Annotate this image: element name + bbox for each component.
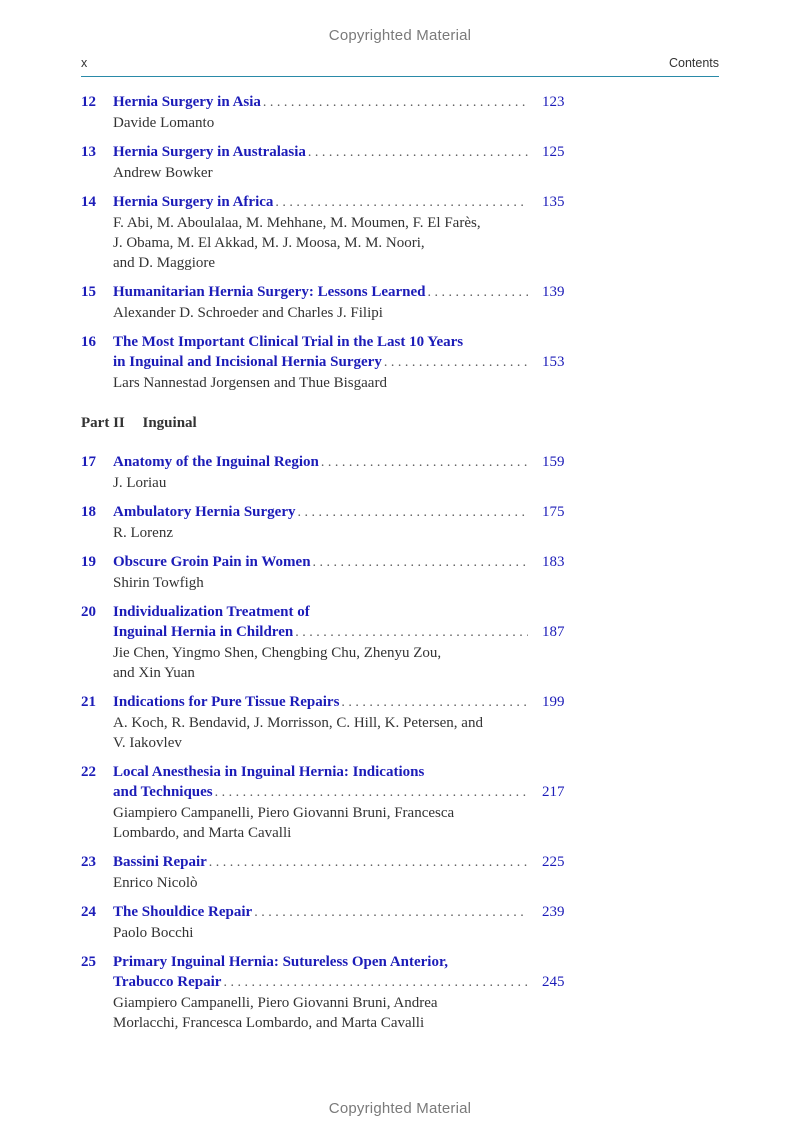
toc-entry[interactable] bbox=[81, 602, 581, 683]
part-label: Part II bbox=[81, 415, 125, 431]
toc-entry[interactable] bbox=[81, 552, 581, 593]
chapter-title[interactable]: Ambulatory Hernia Surgery bbox=[113, 504, 296, 520]
toc-entry[interactable] bbox=[81, 692, 581, 753]
dot-leader bbox=[209, 853, 528, 873]
entry-body bbox=[113, 192, 565, 273]
chapter-number: 14 bbox=[81, 194, 96, 210]
chapter-authors: and Xin Yuan bbox=[113, 665, 195, 681]
toc-entry[interactable] bbox=[81, 952, 581, 1033]
chapter-number: 16 bbox=[81, 334, 96, 350]
toc-entry[interactable] bbox=[81, 332, 581, 393]
dot-leader bbox=[263, 93, 528, 113]
chapter-title-line bbox=[113, 952, 528, 972]
chapter-authors: Lars Nannestad Jorgensen and Thue Bisgaard bbox=[113, 375, 387, 391]
entry-body bbox=[113, 502, 565, 543]
toc-entry[interactable] bbox=[81, 852, 581, 893]
chapter-authors: Giampiero Campanelli, Piero Giovanni Bruni, Francesca bbox=[113, 805, 455, 821]
chapter-title-line bbox=[113, 452, 565, 473]
chapter-number: 22 bbox=[81, 764, 96, 780]
entry-body bbox=[113, 952, 565, 1033]
chapter-title[interactable]: Individualization Treatment of bbox=[113, 604, 310, 620]
chapter-title-line bbox=[113, 622, 565, 643]
chapter-authors: Alexander D. Schroeder and Charles J. Filipi bbox=[113, 305, 383, 321]
chapter-number: 19 bbox=[81, 554, 96, 570]
chapter-title-line bbox=[113, 902, 565, 923]
page-ref[interactable]: 225 bbox=[542, 854, 565, 870]
entry-body bbox=[113, 852, 565, 893]
page-ref[interactable]: 245 bbox=[542, 974, 565, 990]
chapter-title-line bbox=[113, 192, 565, 213]
dot-leader bbox=[297, 503, 528, 523]
chapter-number: 23 bbox=[81, 854, 96, 870]
chapter-title-line bbox=[113, 92, 565, 113]
chapter-authors: R. Lorenz bbox=[113, 525, 173, 541]
page-ref[interactable]: 159 bbox=[542, 454, 565, 470]
section-name: Contents bbox=[668, 56, 719, 70]
toc-group-part-ii bbox=[81, 452, 581, 1033]
chapter-authors: A. Koch, R. Bendavid, J. Morrisson, C. Hill, K. Petersen, and bbox=[113, 715, 483, 731]
chapter-title-line bbox=[113, 602, 528, 622]
dot-leader bbox=[275, 193, 528, 213]
chapter-title[interactable]: Hernia Surgery in Australasia bbox=[113, 144, 306, 160]
chapter-authors: F. Abi, M. Aboulalaa, M. Mehhane, M. Moumen, F. El Farès, bbox=[113, 215, 481, 231]
chapter-title-line bbox=[113, 852, 565, 873]
chapter-title[interactable]: in Inguinal and Incisional Hernia Surgery bbox=[113, 354, 382, 370]
chapter-authors: and D. Maggiore bbox=[113, 255, 216, 271]
chapter-title[interactable]: Local Anesthesia in Inguinal Hernia: Indications bbox=[113, 764, 425, 780]
chapter-title-line bbox=[113, 502, 565, 523]
running-head bbox=[81, 56, 719, 77]
watermark-bottom: Copyrighted Material bbox=[328, 1100, 472, 1117]
toc-group-part-i bbox=[81, 92, 581, 393]
chapter-title[interactable]: Humanitarian Hernia Surgery: Lessons Learned bbox=[113, 284, 426, 300]
page-ref[interactable]: 239 bbox=[542, 904, 565, 920]
page-ref[interactable]: 153 bbox=[542, 354, 565, 370]
dot-leader bbox=[215, 783, 528, 803]
page-ref[interactable]: 183 bbox=[542, 554, 565, 570]
chapter-number: 17 bbox=[81, 454, 96, 470]
toc-entry[interactable] bbox=[81, 762, 581, 843]
page-ref[interactable]: 175 bbox=[542, 504, 565, 520]
chapter-number: 21 bbox=[81, 694, 96, 710]
chapter-title-line bbox=[113, 282, 565, 303]
chapter-title[interactable]: Indications for Pure Tissue Repairs bbox=[113, 694, 340, 710]
chapter-title[interactable]: The Most Important Clinical Trial in the Last 10 Years bbox=[113, 334, 464, 350]
dot-leader bbox=[295, 623, 528, 643]
chapter-authors: J. Loriau bbox=[113, 475, 167, 491]
page-ref[interactable]: 135 bbox=[542, 194, 565, 210]
part-title: Inguinal bbox=[142, 415, 197, 431]
toc-entry[interactable] bbox=[81, 142, 581, 183]
chapter-title-line bbox=[113, 782, 565, 803]
entry-body bbox=[113, 902, 565, 943]
watermark-top: Copyrighted Material bbox=[328, 27, 472, 44]
chapter-title-line bbox=[113, 142, 565, 163]
entry-body bbox=[113, 692, 565, 753]
chapter-title[interactable]: Anatomy of the Inguinal Region bbox=[113, 454, 319, 470]
dot-leader bbox=[428, 283, 528, 303]
page-ref[interactable]: 125 bbox=[542, 144, 565, 160]
chapter-authors: Andrew Bowker bbox=[113, 165, 213, 181]
toc-entry[interactable] bbox=[81, 452, 581, 493]
toc-entry[interactable] bbox=[81, 282, 581, 323]
chapter-number: 18 bbox=[81, 504, 96, 520]
chapter-title-line bbox=[113, 352, 565, 373]
toc-entry[interactable] bbox=[81, 902, 581, 943]
chapter-authors: V. Iakovlev bbox=[113, 735, 182, 751]
chapter-title[interactable]: and Techniques bbox=[113, 784, 213, 800]
entry-body bbox=[113, 762, 565, 843]
dot-leader bbox=[223, 973, 528, 993]
page-ref[interactable]: 123 bbox=[542, 94, 565, 110]
table-of-contents bbox=[81, 92, 581, 1042]
chapter-number: 12 bbox=[81, 94, 96, 110]
page-ref[interactable]: 139 bbox=[542, 284, 565, 300]
chapter-number: 13 bbox=[81, 144, 96, 160]
entry-body bbox=[113, 282, 565, 323]
entry-body bbox=[113, 332, 565, 393]
chapter-authors: Morlacchi, Francesca Lombardo, and Marta Cavalli bbox=[113, 1015, 425, 1031]
chapter-authors: Enrico Nicolò bbox=[113, 875, 198, 891]
dot-leader bbox=[308, 143, 528, 163]
chapter-title-line bbox=[113, 972, 565, 993]
chapter-authors: Jie Chen, Yingmo Shen, Chengbing Chu, Zhenyu Zou, bbox=[113, 645, 442, 661]
entry-body bbox=[113, 92, 565, 133]
chapter-title-line bbox=[113, 762, 528, 782]
chapter-number: 25 bbox=[81, 954, 96, 970]
chapter-authors: Paolo Bocchi bbox=[113, 925, 194, 941]
page-ref[interactable]: 199 bbox=[542, 694, 565, 710]
chapter-title[interactable]: Hernia Surgery in Asia bbox=[113, 94, 261, 110]
chapter-title[interactable]: Bassini Repair bbox=[113, 854, 207, 870]
chapter-title[interactable]: Primary Inguinal Hernia: Sutureless Open Anterior, bbox=[113, 954, 449, 970]
chapter-title[interactable]: Trabucco Repair bbox=[113, 974, 222, 990]
entry-body bbox=[113, 452, 565, 493]
dot-leader bbox=[384, 353, 528, 373]
dot-leader bbox=[341, 693, 528, 713]
page-ref[interactable]: 217 bbox=[542, 784, 565, 800]
entry-body bbox=[113, 142, 565, 183]
part-heading bbox=[81, 413, 581, 433]
toc-entry[interactable] bbox=[81, 192, 581, 273]
chapter-title[interactable]: Obscure Groin Pain in Women bbox=[113, 554, 311, 570]
chapter-title-line bbox=[113, 692, 565, 713]
toc-entry[interactable] bbox=[81, 502, 581, 543]
dot-leader bbox=[321, 453, 528, 473]
chapter-authors: Shirin Towfigh bbox=[113, 575, 204, 591]
chapter-authors: Giampiero Campanelli, Piero Giovanni Bruni, Andrea bbox=[113, 995, 438, 1011]
chapter-number: 24 bbox=[81, 904, 96, 920]
chapter-authors: Lombardo, and Marta Cavalli bbox=[113, 825, 292, 841]
chapter-title[interactable]: The Shouldice Repair bbox=[113, 904, 253, 920]
chapter-authors: Davide Lomanto bbox=[113, 115, 215, 131]
toc-entry[interactable] bbox=[81, 92, 581, 133]
chapter-title-line bbox=[113, 552, 565, 573]
chapter-number: 20 bbox=[81, 604, 96, 620]
chapter-authors: J. Obama, M. El Akkad, M. J. Moosa, M. M. Noori, bbox=[113, 235, 425, 251]
chapter-title-line bbox=[113, 332, 528, 352]
entry-body bbox=[113, 552, 565, 593]
chapter-number: 15 bbox=[81, 284, 96, 300]
entry-body bbox=[113, 602, 565, 683]
dot-leader bbox=[254, 903, 528, 923]
chapter-title[interactable]: Hernia Surgery in Africa bbox=[113, 194, 274, 210]
chapter-title[interactable]: Inguinal Hernia in Children bbox=[113, 624, 294, 640]
page-number: x bbox=[81, 56, 88, 70]
dot-leader bbox=[313, 553, 528, 573]
page-ref[interactable]: 187 bbox=[542, 624, 565, 640]
